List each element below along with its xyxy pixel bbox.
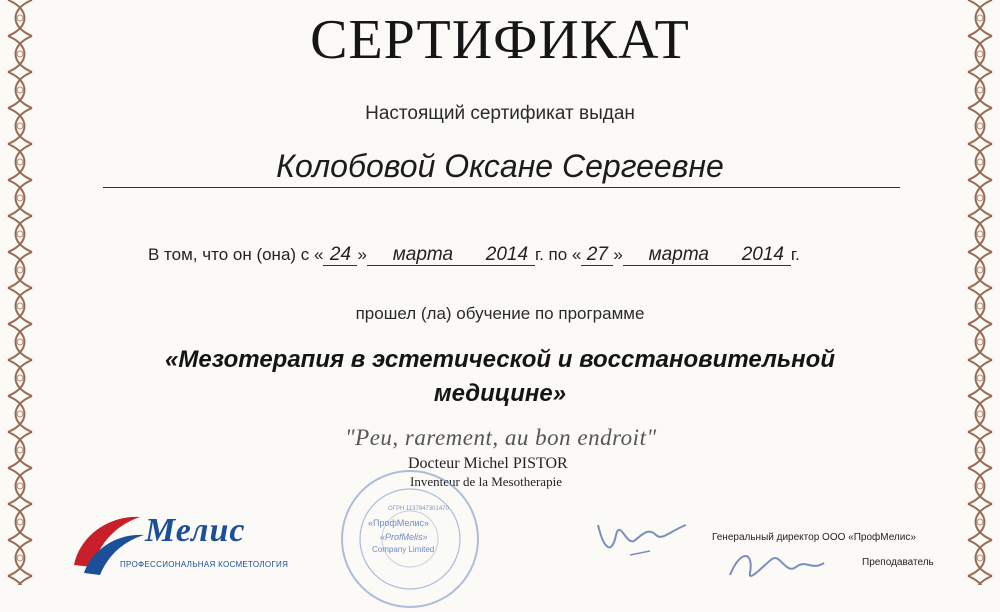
program-title: «Мезотерапия в эстетической и восстановительной медицине» xyxy=(165,346,835,407)
director-signature xyxy=(590,505,700,565)
start-year-suffix: г. по « xyxy=(534,245,582,264)
stamp-line-2: «ProfMelis» xyxy=(380,532,428,542)
certificate-title: СЕРТИФИКАТ xyxy=(310,9,690,71)
start-quote-close: » xyxy=(357,245,367,264)
date-prefix: В том, что он (она) с « xyxy=(148,245,324,264)
decorative-border-left xyxy=(0,0,40,585)
end-year: 2014 xyxy=(735,245,791,266)
date-range-line xyxy=(148,245,800,266)
end-month: марта xyxy=(623,245,735,266)
start-month: марта xyxy=(367,245,479,266)
doctor-role: Inventeur de la Mesotherapie xyxy=(410,474,562,489)
start-year: 2014 xyxy=(479,245,535,266)
doctor-name: Docteur Michel PISTOR xyxy=(408,455,568,472)
logo-name: Мелис xyxy=(145,512,246,549)
logo-tagline: ПРОФЕССИОНАЛЬНАЯ КОСМЕТОЛОГИЯ xyxy=(120,560,289,569)
end-year-suffix: г. xyxy=(790,245,800,264)
end-quote-close: » xyxy=(613,245,623,264)
decorative-border-right xyxy=(960,0,1000,585)
stamp-line-3: Company Limited xyxy=(372,545,435,554)
recipient-name: Колобовой Оксане Сергеевне xyxy=(276,148,724,184)
teacher-label: Преподаватель xyxy=(862,557,934,568)
start-day: 24 xyxy=(323,245,357,266)
stamp-ogrn: ОГРН 1137847301470 xyxy=(388,506,449,512)
teacher-signature xyxy=(720,545,830,585)
trained-line: прошел (ла) обучение по программе xyxy=(355,304,645,323)
recipient-underline xyxy=(103,187,900,188)
issued-line: Настоящий сертификат выдан xyxy=(365,103,635,124)
director-label: Генеральный директор ООО «ПрофМелис» xyxy=(712,532,916,543)
end-day: 27 xyxy=(581,245,613,266)
motto: "Peu, rarement, au bon endroit" xyxy=(345,425,657,450)
stamp-line-1: «ПрофМелис» xyxy=(368,518,429,528)
